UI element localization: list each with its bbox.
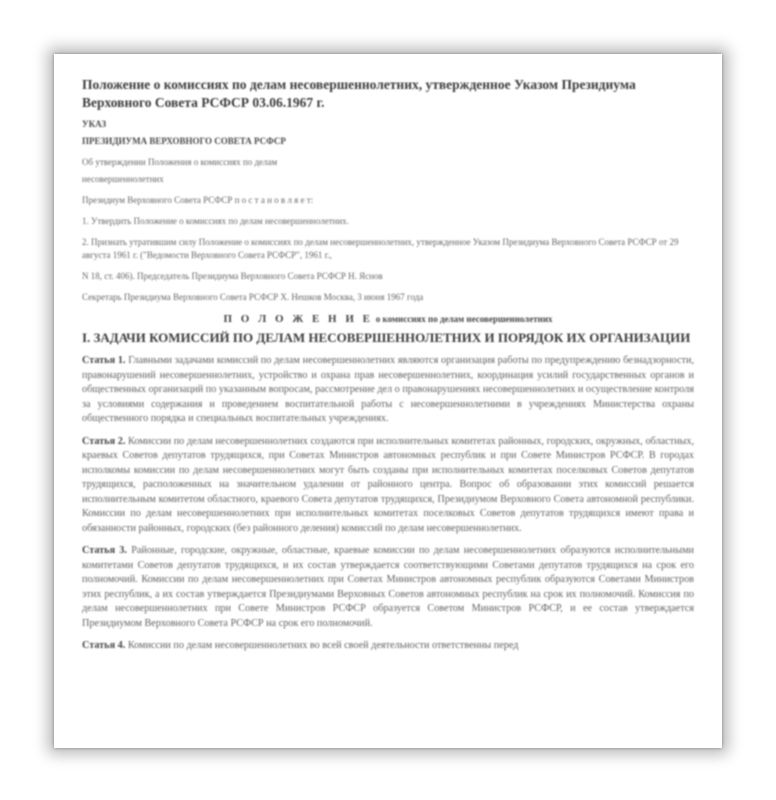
decree-item-3: N 18, ст. 406). Председатель Президиума Верховного Совета РСФСР Н. Яснов [82,271,383,281]
article-number: Статья 1. [82,355,126,366]
article-text: Районные, городские, окружные, областные, краевые комиссии по делам несовершеннолетних образуются исполнительными комитетами Советов депутатов трудящихся, и их состав утверждается соответствующими Советами депутатов трудящихся на срок его полномочий. Комиссии по делам несовершеннолетних при Советах Министров автономных республик образуются Советами Министров этих республик, а их состав утверждается Президиумами Верховных Советов автономных республик на срок их полномочий. Комиссия по делам несовершеннолетних при Совете Министров РСФСР образуется Советом Министров РСФСР, и ее состав утверждается Президиумом Верховного Совета РСФСР на срок его полномочий. [82,545,694,629]
polozhenie-heading [82,312,694,326]
polozhenie-title: П О Л О Ж Е Н И Е [223,313,373,325]
article-3 [82,544,694,631]
article-2 [82,435,694,537]
document-page [54,54,722,748]
document-title: Положение о комиссиях по делам несовершеннолетних, утвержденное Указом Президиума Верховного Совета РСФСР 03.06.1967 г. [82,77,636,110]
section-1-title: I. ЗАДАЧИ КОМИССИЙ ПО ДЕЛАМ НЕСОВЕРШЕННОЛЕТНИХ И ПОРЯДОК ИХ ОРГАНИЗАЦИИ [82,330,691,345]
subject-line-2: несовершеннолетних [82,174,164,184]
signature-line: Секретарь Президиума Верховного Совета РСФСР Х. Нешков Москва, 3 июня 1967 года [82,292,424,302]
article-number: Статья 4. [82,640,126,651]
article-text: Комиссии по делам несовершеннолетних во всей своей деятельности ответственны перед [127,640,519,651]
article-number: Статья 3. [82,545,127,556]
presidium-heading: ПРЕЗИДИУМА ВЕРХОВНОГО СОВЕТА РСФСР [82,136,286,146]
article-number: Статья 2. [82,435,126,447]
article-1 [82,354,694,427]
article-text: Главными задачами комиссий по делам несовершеннолетних являются организация работы по предупреждению безнадзорности, правонарушений несовершеннолетних, устройство и охрана прав несовершеннолетних, координация усилий государственных органов и общественных организаций по указанным вопросам, рассмотрение дел о правонарушениях несовершеннолетних и осуществление контроля за условиями содержания и проведением воспитательной работы с несовершеннолетними в учреждениях Министерства охраны общественного порядка и специальных воспитательных учреждениях. [82,355,694,424]
decree-label: УКАЗ [82,119,107,129]
subject-line-1: Об утверждении Положения о комиссиях по делам [82,157,278,167]
article-4 [82,639,694,654]
document-content [82,76,694,662]
decree-item-2: 2. Признать утратившим силу Положение о комиссиях по делам несовершеннолетних, утвержденное Указом Президиума Верховного Совета РСФСР от 29 августа 1961 г. ("Ведомости Верховного Совета РСФСР", 1961 г., [82,237,679,260]
decree-item-1: 1. Утвердить Положение о комиссиях по делам несовершеннолетних. [82,216,349,226]
polozhenie-subtitle: о комиссиях по делам несовершеннолетних [375,314,553,324]
resolves-line: Президиум Верховного Совета РСФСР п о с т а н о в л я е т: [82,195,314,205]
article-text: Комиссии по делам несовершеннолетних создаются при исполнительных комитетах районных, городских, окружных, областных, краевых Советов депутатов трудящихся, при Советах Министров автономных республик и при Совете Министров РСФСР. В городах исполкомы комиссии по делам несовершеннолетних могут быть созданы при исполнительных комитетах поселковых Советов депутатов трудящихся, расположенных на значительном удалении от районного центра. Вопрос об образовании этих комиссий решается исполнительным комитетом областного, краевого Совета депутатов трудящихся, Президиумом Верховного Совета автономной республики. Комиссии по делам несовершеннолетних при исполнительных комитетах поселковых Советов депутатов трудящихся имеют права и обязанности районных, городских (без районного деления) комиссий по делам несовершеннолетних. [82,435,695,534]
